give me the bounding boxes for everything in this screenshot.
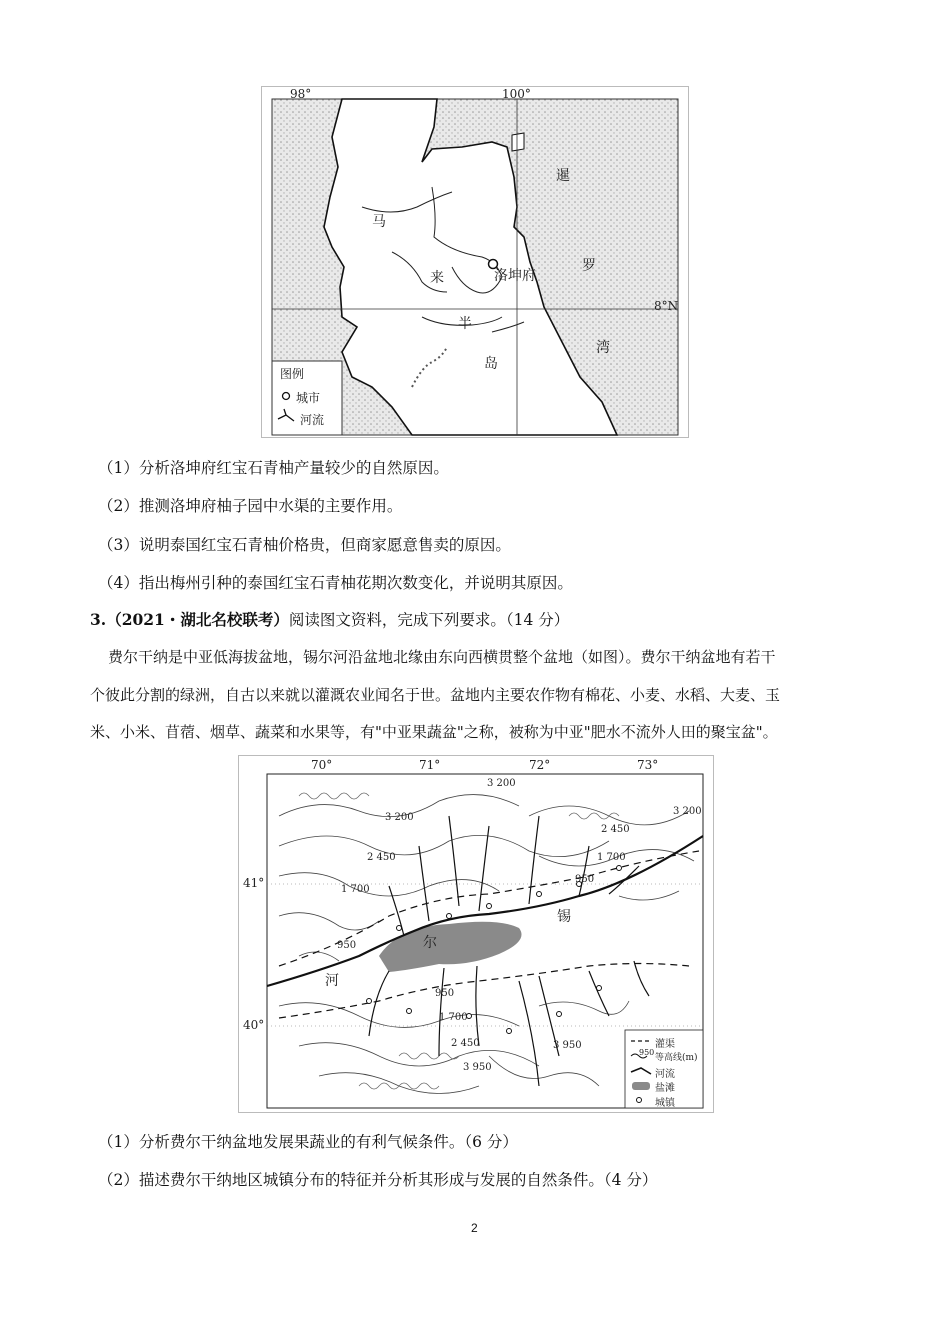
legend-salt-label: 盐滩 xyxy=(655,1083,675,1094)
lon-100-label: 100° xyxy=(502,87,531,101)
label-xian: 暹 xyxy=(556,168,570,184)
fergana-map-drawing xyxy=(239,756,713,1112)
contour-3950-b: 3 950 xyxy=(463,1062,492,1073)
label-ban: 半 xyxy=(458,316,472,332)
question-2-3: （3）说明泰国红宝石青柚价格贵，但商家愿意售卖的原因。 xyxy=(98,536,511,554)
question-2-1: （1）分析洛坤府红宝石青柚产量较少的自然原因。 xyxy=(98,459,449,477)
section-3-instruction: 阅读图文资料，完成下列要求。（14 分） xyxy=(288,611,570,629)
fergana-basin-map xyxy=(238,755,714,1113)
contour-3200-a: 3 200 xyxy=(487,778,516,789)
section-3-number: 3. xyxy=(90,610,107,629)
malay-map-drawing xyxy=(262,87,688,437)
legend-town-label: 城镇 xyxy=(655,1098,675,1109)
malay-peninsula-map xyxy=(261,86,689,438)
page-number: 2 xyxy=(471,1221,478,1235)
section-3-para-line-2: 个彼此分割的绿洲，自古以来就以灌溉农业闻名于世。盆地内主要农作物有棉花、小麦、水稻、大麦、玉 xyxy=(90,686,781,704)
label-wan: 湾 xyxy=(596,340,610,356)
contour-950-c: 950 xyxy=(435,988,455,999)
lon-70-label: 70° xyxy=(311,758,333,772)
contour-2450-b: 2 450 xyxy=(601,824,630,835)
label-lai: 来 xyxy=(430,270,444,286)
section-3-para-line-3: 米、小米、苜蓿、烟草、蔬菜和水果等，有"中亚果蔬盆"之称，被称为中亚"肥水不流外人田的聚宝盆"。 xyxy=(90,723,778,741)
question-3-2: （2）描述费尔干纳地区城镇分布的特征并分析其形成与发展的自然条件。（4 分） xyxy=(98,1171,658,1189)
lat-40-label: 40° xyxy=(243,1018,265,1032)
label-ma: 马 xyxy=(372,214,386,230)
section-3-heading xyxy=(90,608,569,630)
question-3-1: （1）分析费尔干纳盆地发展果蔬业的有利气候条件。（6 分） xyxy=(98,1133,518,1151)
contour-3950-a: 3 950 xyxy=(553,1040,582,1051)
legend-title: 图例 xyxy=(280,367,305,381)
contour-1700-b: 1 700 xyxy=(597,852,626,863)
legend-contour-label: 等高线(m) xyxy=(655,1053,698,1063)
river-label-er: 尔 xyxy=(423,935,437,951)
contour-2450-c: 2 450 xyxy=(451,1038,480,1049)
question-2-4: （4）指出梅州引种的泰国红宝石青柚花期次数变化，并说明其原因。 xyxy=(98,574,573,592)
section-3-source: （2021・湖北名校联考） xyxy=(106,610,289,629)
contour-3200-b: 3 200 xyxy=(385,812,414,823)
contour-3200-c: 3 200 xyxy=(673,806,702,817)
contour-1700-c: 1 700 xyxy=(439,1012,468,1023)
lon-71-label: 71° xyxy=(419,758,441,772)
contour-2450-a: 2 450 xyxy=(367,852,396,863)
lon-72-label: 72° xyxy=(529,758,551,772)
contour-950-b: 950 xyxy=(337,940,357,951)
legend-city-label: 城市 xyxy=(296,391,321,405)
label-dao: 岛 xyxy=(484,356,498,372)
lon-73-label: 73° xyxy=(637,758,659,772)
contour-950-a: 950 xyxy=(575,874,595,885)
lat-8n-label: 8°N xyxy=(654,299,679,313)
legend-river-label-2: 河流 xyxy=(655,1069,675,1080)
lon-98-label: 98° xyxy=(290,87,312,101)
label-luo: 罗 xyxy=(582,258,596,274)
city-label-luokunfu: 洛坤府 xyxy=(494,268,536,284)
legend-canal-label: 灌渠 xyxy=(655,1039,675,1050)
legend-950-sample: 950 xyxy=(639,1048,655,1057)
section-3-para-line-1: 费尔干纳是中亚低海拔盆地，锡尔河沿盆地北缘由东向西横贯整个盆地（如图）。费尔干纳盆地有若干 xyxy=(108,648,776,666)
question-2-2: （2）推测洛坤府柚子园中水渠的主要作用。 xyxy=(98,497,403,515)
contour-1700-a: 1 700 xyxy=(341,884,370,895)
lat-41-label: 41° xyxy=(243,876,265,890)
river-label-he: 河 xyxy=(325,973,339,989)
river-label-xi: 锡 xyxy=(557,909,571,925)
legend-river-label: 河流 xyxy=(300,413,325,427)
